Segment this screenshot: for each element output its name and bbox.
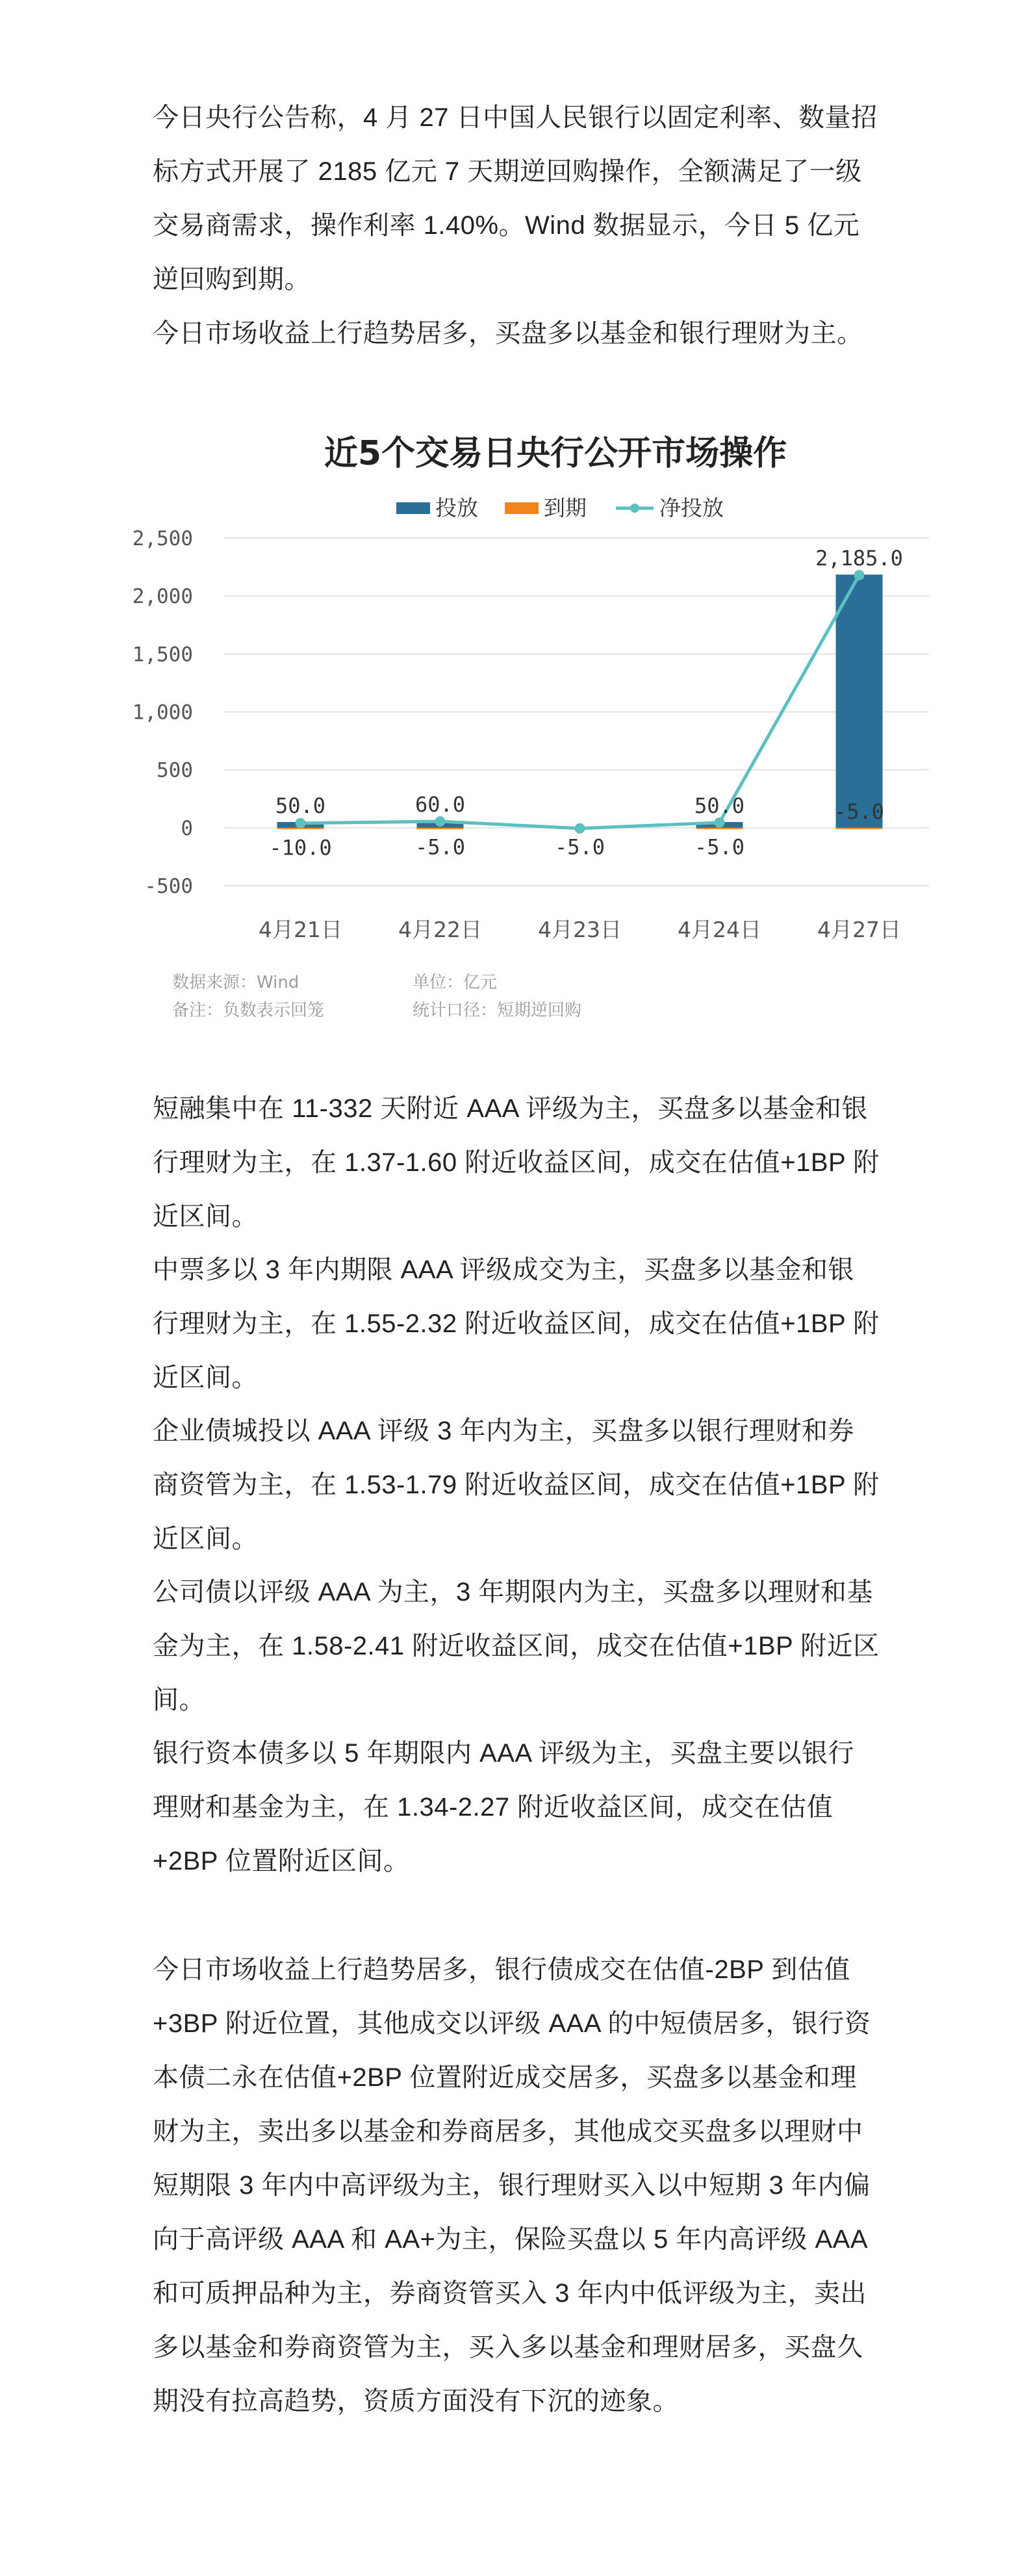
x-tick-label: 4月22日 — [398, 917, 482, 942]
x-tick-label: 4月23日 — [538, 917, 622, 942]
y-tick-label: 0 — [181, 816, 193, 840]
medium-term-note-paragraph: 中票多以 3 年内期限 AAA 评级成交为主，买盘多以基金和银行理财为主，在 1.55-2.32 附近收益区间，成交在估值+1BP 附近区间。 — [153, 1256, 880, 1392]
chart-gridlines — [224, 538, 929, 886]
chart-title: 近5个交易日央行公开市场操作 — [324, 434, 787, 473]
data-label-maturity: -5.0 — [834, 799, 885, 824]
data-label-maturity: -5.0 — [694, 834, 745, 860]
y-tick-label: -500 — [144, 875, 193, 898]
x-tick-label: 4月24日 — [678, 917, 761, 942]
legend-label-issue: 投放 — [435, 495, 478, 521]
footnote-scope: 统计口径：短期逆回购 — [413, 1001, 582, 1020]
data-label-issue: 50.0 — [694, 793, 745, 818]
data-label-maturity: -5.0 — [414, 834, 466, 860]
footnote-source: 数据来源：Wind — [172, 973, 299, 992]
short-term-financing-paragraph: 短融集中在 11-332 天附近 AAA 评级为主，买盘多以基金和银行理财为主，在 1.37-1.60 附近收益区间，成交在估值+1BP 附近区间。 — [153, 1094, 880, 1231]
y-tick-label: 2,500 — [132, 527, 193, 550]
legend-marker-net — [630, 504, 639, 513]
enterprise-bond-paragraph: 企业债城投以 AAA 评级 3 年内为主，买盘多以银行理财和券商资管为主，在 1.53-1.79 附近收益区间，成交在估值+1BP 附近区间。 — [153, 1417, 880, 1553]
legend-label-maturity: 到期 — [544, 495, 587, 521]
corporate-bond-paragraph: 公司债以评级 AAA 为主，3 年期限内为主，买盘多以理财和基金为主，在 1.58-2.41 附近收益区间，成交在估值+1BP 附近区间。 — [153, 1578, 880, 1714]
legend-swatch-maturity — [505, 502, 539, 514]
legend-label-net: 净投放 — [659, 495, 724, 521]
x-tick-label: 4月27日 — [817, 917, 901, 942]
chart-legend — [396, 495, 724, 521]
market-summary-paragraph: 今日市场收益上行趋势居多，买盘多以基金和银行理财为主。 — [153, 319, 863, 348]
market-overview-paragraph: 今日市场收益上行趋势居多，银行债成交在估值-2BP 到估值+3BP 附近位置，其他成交以评级 AAA 的中短债居多，银行资本债二永在估值+2BP 位置附近成交居多，买盘多以基金和理财为主，卖出多以基金和券商居多，其他成交买盘多以理财中短期限 3 年内中高评级为主，银行理财买入以中短期 3 年内偏向于高评级 AAA 和 AA+为主，保险买盘以 5 年内高评级 AAA 和可质押品种为主，券商资管买入 3 年内中低评级为主，卖出多以基金和券商资管为主，买入多以基金和理财居多，买盘久期没有拉高趋势，资质方面没有下沉的迹象。 — [153, 1955, 871, 2415]
net-issue-point — [296, 818, 306, 829]
net-issue-polyline — [301, 575, 859, 829]
net-issue-point — [715, 818, 725, 828]
x-tick-label: 4月21日 — [259, 917, 342, 942]
intro-paragraph: 今日央行公告称，4 月 27 日中国人民银行以固定利率、数量招标方式开展了 2185 亿元 7 天期逆回购操作，全额满足了一级交易商需求，操作利率 1.40%。Wind 数据显示，今日 5 亿元逆回购到期。 — [153, 103, 878, 294]
footnote-note: 备注：负数表示回笼 — [172, 1001, 325, 1020]
bar — [836, 828, 883, 829]
data-label-issue: 60.0 — [414, 792, 466, 818]
net-issue-line — [296, 570, 865, 834]
y-tick-label: 1,500 — [132, 643, 193, 667]
y-axis-ticks — [133, 527, 193, 898]
y-tick-label: 2,000 — [132, 585, 193, 609]
data-labels — [269, 546, 903, 860]
y-tick-label: 1,000 — [132, 701, 193, 725]
data-label-maturity: -10.0 — [269, 835, 332, 860]
bar — [696, 828, 743, 829]
data-label-issue: 50.0 — [275, 793, 326, 818]
x-axis-ticks — [259, 917, 901, 942]
footnote-unit: 单位：亿元 — [413, 973, 498, 992]
bar — [836, 574, 883, 828]
bank-capital-bond-paragraph: 银行资本债多以 5 年期限内 AAA 评级为主，买盘主要以银行理财和基金为主，在 1.34-2.27 附近收益区间，成交在估值+2BP 位置附近区间。 — [153, 1739, 855, 1875]
open-market-operations-chart — [132, 416, 958, 1027]
net-issue-point — [435, 816, 446, 827]
bar — [417, 828, 464, 829]
y-tick-label: 500 — [157, 758, 193, 782]
net-issue-point — [575, 823, 585, 834]
data-label-issue: 2,185.0 — [815, 546, 903, 571]
data-label-maturity: -5.0 — [554, 834, 605, 860]
legend-swatch-issue — [396, 502, 430, 514]
net-issue-point — [854, 570, 865, 580]
bar-series — [277, 574, 883, 829]
